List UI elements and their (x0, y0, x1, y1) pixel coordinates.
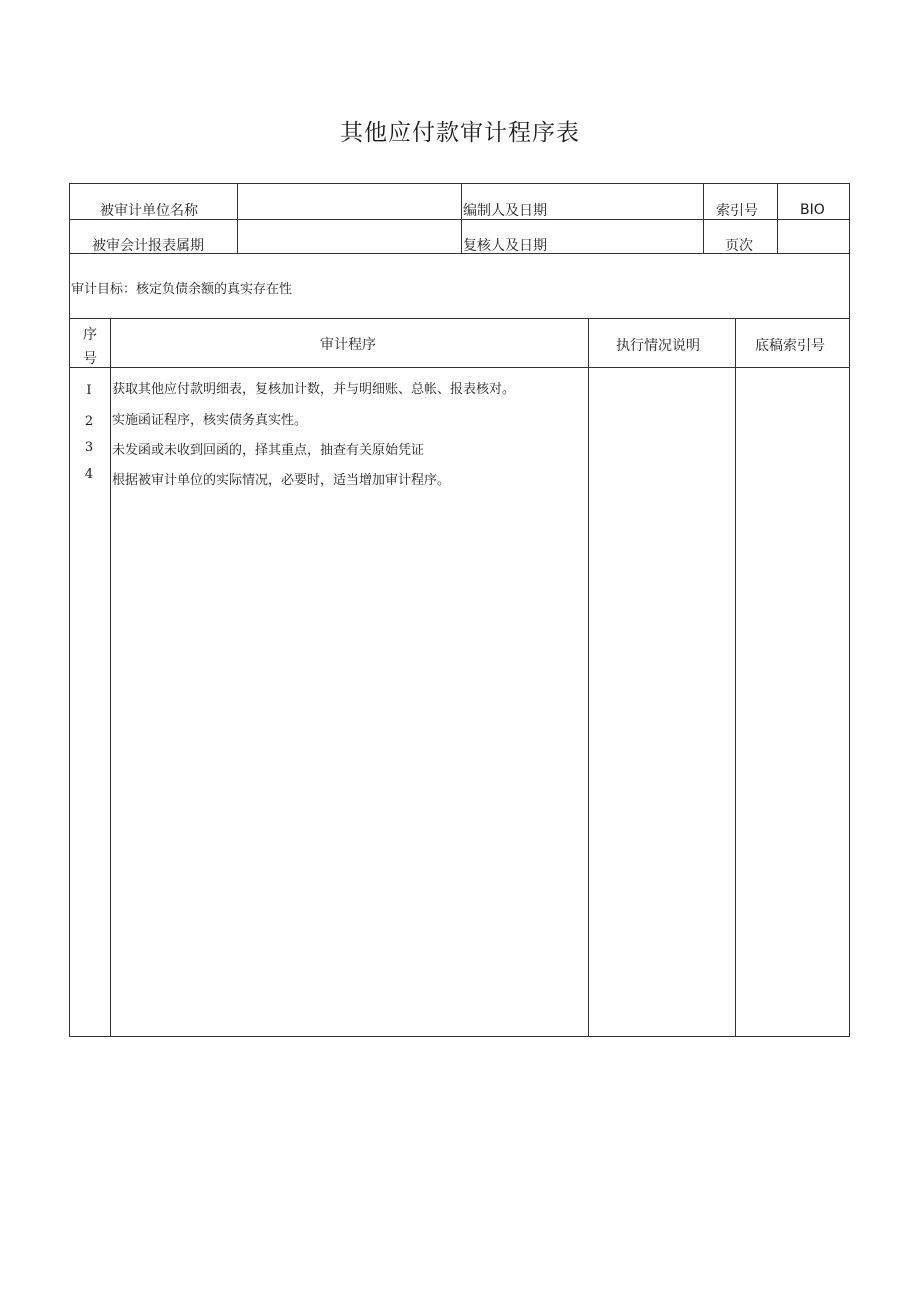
execution-header: 执行情况说明 (616, 338, 700, 354)
col-divider (588, 318, 589, 1037)
col-divider (237, 183, 238, 253)
reviewer-date-label: 复核人及日期 (463, 238, 547, 254)
report-period-label: 被审会计报表属期 (92, 238, 204, 254)
workpaper-index-header: 底稿索引号 (755, 338, 825, 354)
procedure-header: 审计程序 (320, 337, 376, 353)
step-number: 2 (84, 414, 94, 429)
row-divider (69, 318, 850, 319)
seq-header (82, 323, 98, 371)
step-text: 根据被审计单位的实际情况，必要时，适当增加审计程序。 (112, 473, 451, 488)
col-divider (777, 183, 778, 253)
step-number: 4 (84, 467, 94, 482)
page-title: 其他应付款审计程序表 (340, 120, 580, 146)
step-number: I (86, 383, 92, 398)
seq-header-line1: 序 (83, 327, 97, 343)
row-divider (69, 367, 850, 368)
col-divider (461, 183, 462, 253)
page-number-label: 页次 (725, 238, 753, 254)
index-number-value[interactable]: BIO (800, 202, 825, 218)
step-text: 获取其他应付款明细表，复核加计数，并与明细账、总帐、报表核对。 (112, 382, 516, 397)
step-text: 未发函或未收到回函的，择其重点，抽查有关原始凭证 (112, 443, 425, 458)
col-divider (703, 183, 704, 253)
audit-table (69, 183, 850, 1037)
index-number-label: 索引号 (716, 203, 758, 219)
step-text: 实施函证程序，核实债务真实性。 (112, 413, 308, 428)
preparer-date-label: 编制人及日期 (463, 203, 547, 219)
seq-header-line2: 号 (83, 351, 97, 367)
col-divider (110, 318, 111, 1037)
col-divider (735, 318, 736, 1037)
audit-objective: 审计目标：核定负债余额的真实存在性 (71, 282, 293, 297)
step-number: 3 (84, 440, 94, 455)
entity-name-label: 被审计单位名称 (100, 203, 198, 219)
